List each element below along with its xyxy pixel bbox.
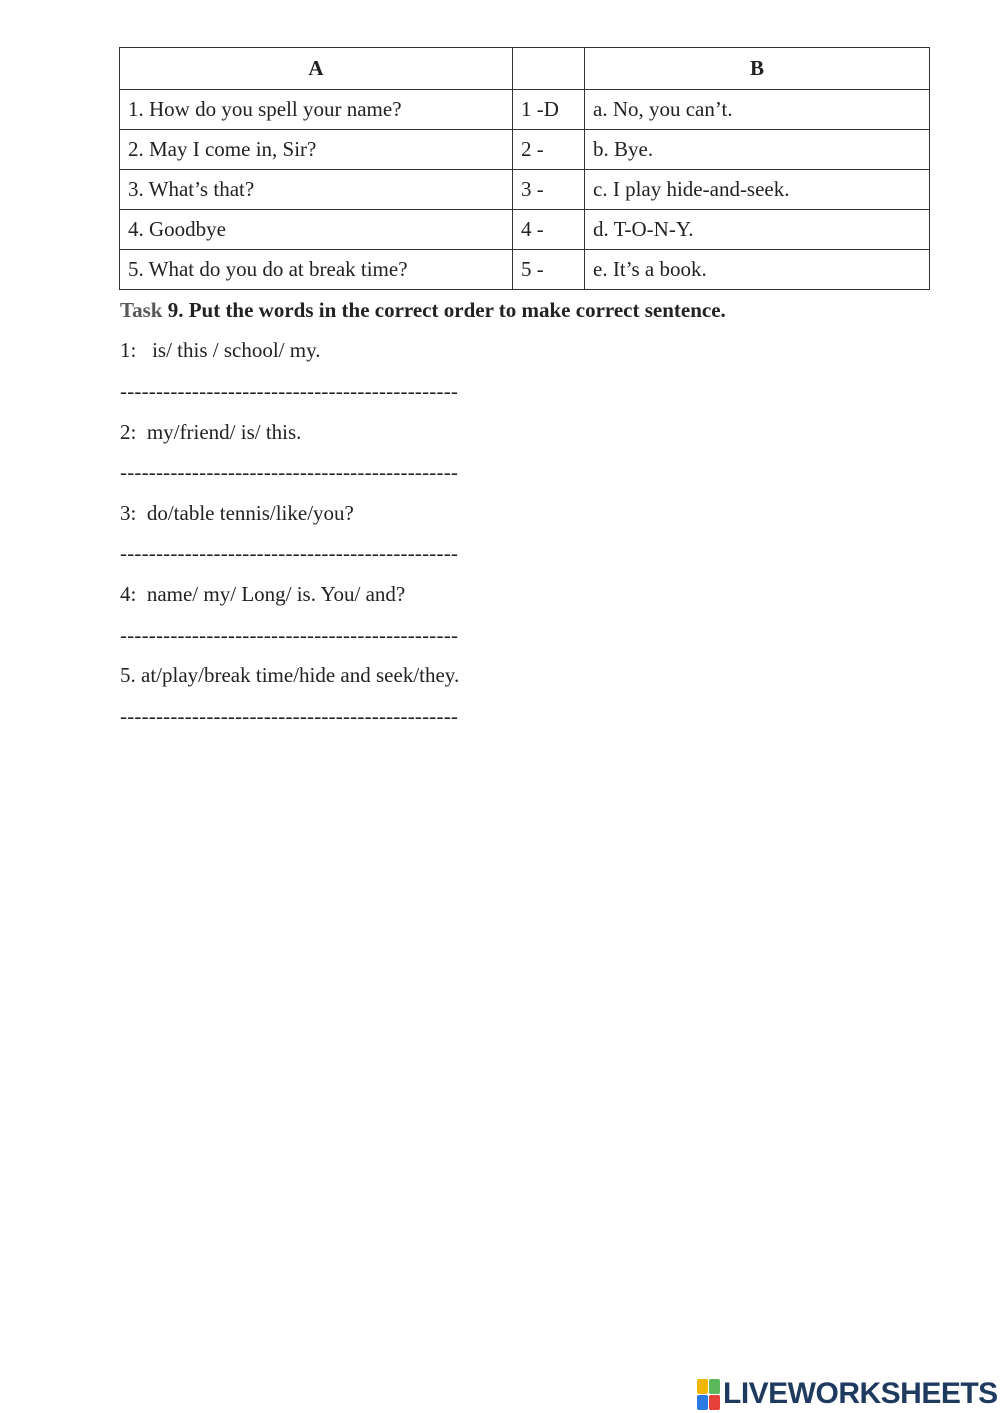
question-cell: 4. Goodbye xyxy=(120,210,513,250)
table-row xyxy=(120,170,930,210)
exercise-prompt-2: 2: my/friend/ is/ this. xyxy=(120,420,302,444)
match-answer-cell[interactable]: 4 - xyxy=(513,210,585,250)
task-label: Task xyxy=(120,298,163,322)
logo-square xyxy=(709,1379,720,1394)
exercise-prompt-3: 3: do/table tennis/like/you? xyxy=(120,501,354,525)
match-answer-cell[interactable]: 2 - xyxy=(513,130,585,170)
exercise-prompt-5: 5. at/play/break time/hide and seek/they. xyxy=(120,663,460,687)
table-header-row xyxy=(120,48,930,90)
task-instruction: 9. Put the words in the correct order to make correct sentence. xyxy=(162,298,726,322)
question-cell: 1. How do you spell your name? xyxy=(120,90,513,130)
answer-line-5[interactable]: ----------------------------------------------- xyxy=(120,704,459,728)
answer-cell: b. Bye. xyxy=(585,130,930,170)
answer-line-4[interactable]: ----------------------------------------------- xyxy=(120,623,459,647)
question-cell: 5. What do you do at break time? xyxy=(120,250,513,290)
match-answer-cell[interactable]: 1 -D xyxy=(513,90,585,130)
table-row xyxy=(120,130,930,170)
table-row xyxy=(120,250,930,290)
logo-square xyxy=(697,1395,708,1410)
match-answer-cell[interactable]: 3 - xyxy=(513,170,585,210)
liveworksheets-logo-icon xyxy=(697,1379,720,1410)
answer-line-3[interactable]: ----------------------------------------------- xyxy=(120,541,459,565)
liveworksheets-logo xyxy=(697,1378,998,1410)
logo-square xyxy=(697,1379,708,1394)
answer-line-2[interactable]: ----------------------------------------------- xyxy=(120,460,459,484)
question-cell: 2. May I come in, Sir? xyxy=(120,130,513,170)
answer-line-1[interactable]: ----------------------------------------------- xyxy=(120,379,459,403)
table-row xyxy=(120,210,930,250)
answer-cell: e. It’s a book. xyxy=(585,250,930,290)
matching-table xyxy=(119,47,930,290)
answer-cell: a. No, you can’t. xyxy=(585,90,930,130)
column-match-header xyxy=(513,48,585,90)
task-9-heading xyxy=(120,298,726,323)
match-answer-cell[interactable]: 5 - xyxy=(513,250,585,290)
column-a-header: A xyxy=(120,48,513,90)
logo-wordmark: LIVEWORKSHEETS xyxy=(723,1377,998,1410)
logo-square xyxy=(709,1395,720,1410)
question-cell: 3. What’s that? xyxy=(120,170,513,210)
table-row xyxy=(120,90,930,130)
exercise-prompt-4: 4: name/ my/ Long/ is. You/ and? xyxy=(120,582,406,606)
column-b-header: B xyxy=(585,48,930,90)
exercise-prompt-1: 1: is/ this / school/ my. xyxy=(120,338,321,362)
answer-cell: c. I play hide-and-seek. xyxy=(585,170,930,210)
answer-cell: d. T-O-N-Y. xyxy=(585,210,930,250)
